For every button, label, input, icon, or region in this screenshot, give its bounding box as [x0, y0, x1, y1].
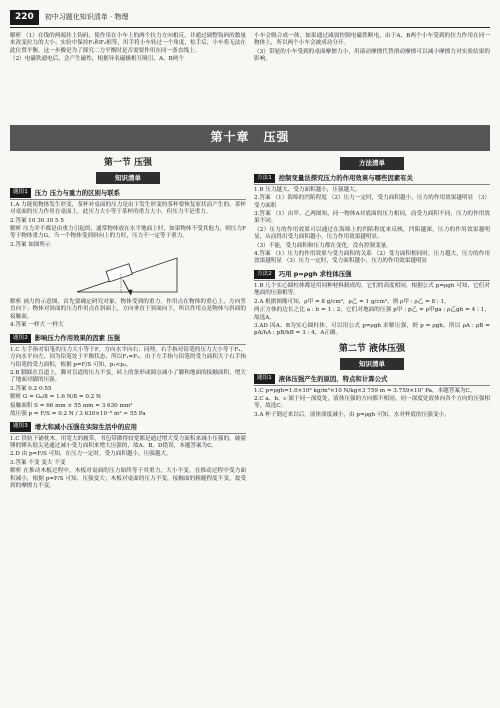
top-right-column	[254, 32, 490, 122]
paragraph: 1.A 力能使物体发生形变，茶杯对桌面的压力是由于发生形变的茶杯要恢复原状而产生的，茶杯对桌面的压力作用在桌面上。此压力大小等于茶杯的重力大小，但压力不是重力。	[10, 201, 246, 216]
paragraph: 解析 G = G₀/8 = 1.6 N/8 = 0.2 N	[10, 394, 101, 401]
group-title: 液体压强产生的原因、特点和计算公式	[278, 374, 388, 383]
paragraph: 1.B 压力越大、受力面积越小，压强越大。	[254, 186, 361, 193]
page-header	[10, 8, 490, 28]
method-box: 方法2	[254, 270, 275, 279]
chapter-number: 第十章	[210, 130, 250, 145]
paragraph: 小车会吸合成一体，如果通过减弱控制电磁铁断电，由于A、B两个小车受到的拉力作用在同一物体上，所以两个小车会被成功分开。	[254, 33, 490, 47]
paragraph: 两正方体的边长之比 a : b = 1 : 2，它们对地面的压强 p甲 : p乙 = ρ甲ga : ρ乙gb = 4 : 1，故选A。	[254, 307, 490, 321]
paragraph: （3）带轮的小车受到的桌面摩擦力小，用滚动摩擦代替滑动摩擦可以减小摩擦力对实验结果的影响。	[254, 48, 490, 63]
paragraph: 3.A 杯子倒过来以后，液体深度减小，由 p=ρgh 可知，水对杯底的压强变小。	[254, 411, 450, 418]
incline-force-figure	[10, 252, 246, 296]
paragraph: 3.AD 因A、B为实心圆柱体，可以用公式 p=ρgh 求解压强，则 p = ρgh，所以 ρA : ρB = pA/hA : pB/hB = 3 : 4，A正确。	[254, 322, 490, 337]
paragraph: （2）压力的作用效果可以通过在海绵上的凹陷程度来反映，凹陷越深，压力的作用效果越明显，从而得出受力面积越小，压力作用效果越明显。	[254, 226, 490, 241]
top-left-column	[10, 32, 246, 122]
paragraph: （3）不能，受力面积和压力都在变化，没有控制变量。	[254, 242, 392, 249]
group-box: 题组1	[10, 188, 31, 197]
group-title: 影响压力作用效果的因素 压强	[34, 334, 121, 343]
group-heading	[10, 422, 246, 433]
method-heading	[254, 270, 490, 281]
paragraph: 3.答案 如图所示	[10, 241, 51, 248]
paragraph: 3.答案 （1）由甲、乙两图知，同一物体A对底面的压力相同，而受力面积不同，压力的作用效果不同。	[254, 211, 490, 225]
section-title: 第一节 压强	[103, 158, 153, 168]
knowledge-list-tag: 知识清单	[340, 358, 404, 371]
paragraph: 接触面积 S = 66 mm × 55 mm = 3 630 mm²	[10, 402, 133, 409]
group-heading	[10, 188, 246, 199]
paragraph: 4.答案 一样大 一样大	[10, 322, 64, 329]
paragraph: 2.答案 （1）海绵的凹陷程度 （2）压力一定时，受力面积越小，压力的作用效果越明显 （3）受力面积	[254, 195, 490, 209]
paragraph: （2）电磁铁通电后，会产生磁性，根据异名磁极相互吸引，A、B两个	[10, 56, 184, 63]
paragraph: 1.C 左手指对铅笔的压力大小等于F，方向水平向右；同理，右手指对铅笔的压力大小等于F₂，方向水平向左，因为铅笔处于平衡状态，所以F₁=F₂。由于左手指与铅笔的受力面积大于右手指与铅笔的受力面积，根据 p=F/S 可知，p₁<p₂。	[10, 346, 246, 368]
group-box: 题组3	[10, 422, 31, 431]
chapter-name: 压强	[263, 130, 290, 145]
top-continuation	[10, 32, 490, 122]
group-heading	[254, 374, 490, 385]
group-title: 增大和减小压强在实际生活中的应用	[34, 422, 137, 431]
paragraph: 2.C a、b、c 属于同一深度处，液体压强的方向都不相同，同一深度处液体向各个方向的压强相等，故选C。	[254, 395, 490, 410]
knowledge-list-tag: 知识清单	[96, 172, 160, 185]
right-column	[254, 155, 490, 708]
paragraph: 2.答案 10 30 30 5 5	[10, 217, 64, 224]
section-title: 第二节 液体压强	[338, 343, 406, 354]
group-box: 题组1	[254, 374, 275, 383]
group-heading	[10, 334, 246, 345]
book-title: 初中习题化知识清单 · 物理	[44, 12, 129, 21]
method-title: 巧用 p=ρgh 求柱体压强	[278, 270, 352, 279]
chapter-banner	[10, 125, 490, 151]
paragraph: 3.答案 0.2 0.55	[10, 385, 52, 392]
paragraph: 4.答案 （1）压力的作用效果与受力面积的关系 （2）受力面积相同时，压力越大，压力的作用效果越明显 （3）压力一定时，受力面积越小，压力的作用效果越明显	[254, 250, 490, 265]
paragraph: 2.A 根据图像可知，ρ甲 = 8 g/cm³，ρ乙 = 1 g/cm³，则 ρ甲 : ρ乙 = 8 : 1。	[254, 298, 450, 305]
paragraph: 1.C 铁轨下铺枕木，用宽大的履带，书包带做得较宽都是通过增大受力面积来减小压强的，破窗锤的锤头很尖是通过减小受力面积来增大压强的，故A、B、D错误，本题答案为C。	[10, 435, 246, 450]
method-heading	[254, 174, 490, 185]
paragraph: 2.D 由 p=F/S 可知，在压力一定时，受力面积越小，压强越大。	[10, 451, 172, 458]
left-column	[10, 155, 246, 708]
paragraph: 解析 压力并不都是由重力引起的，通常物体放在水平地面上时，如果物体不受其他力，则压力F等于物体重力G。当一个物体受到斜向上的力时，压力不一定等于重力。	[10, 225, 246, 240]
paragraph: 1.C p=ρgh=1.0×10³ kg/m³×10 N/kg×3 759 m = 3.759×10⁷ Pa，本题答案为C。	[254, 387, 476, 394]
paragraph: 解析 （1）在线的两端挂上钩码，使作用在小车上的两个拉力方向相反，并通过调整钩码的数量来改变拉力的大小；实验中保持F₁和F₂相等，用手将小车转过一个角度，松手后，小车将无法在此位置平衡，这一步骤是为了探究二力平衡时是否需要作用在同一条直线上。	[10, 33, 246, 54]
paragraph: 2.B 脚踩在盲道上，脚对盲道的压力不变，砖上的条形或圆点减小了脚和地面的接触面积，增大了地面对脚的压强。	[10, 370, 246, 384]
method-title: 控制变量法探究压力的作用效果与哪些因素有关	[278, 174, 413, 183]
group-title: 压力 压力与重力的区别与联系	[34, 188, 121, 197]
method-box: 方法1	[254, 174, 275, 183]
two-columns	[10, 155, 490, 708]
paragraph: 解析 在推动木板过程中，木板对桌面的压力始终等于其重力，大小不变，在推动过程中受力面积减小，根据 p=F/S 可知，压强变大；木板对桌面的压力不变，接触面的粗糙程度不变，故受到的摩擦力不变。	[10, 468, 246, 489]
paragraph: 解析 画力的示意图，首先要确定研究对象，物体受到的重力，作用点在物体的重心上，方向竖直向下；物体对斜面的压力作用点在斜面上，方向垂直于斜面向下，所以作用点是物体与斜面的接触面。	[10, 299, 246, 320]
paragraph: 1.B 几个实心圆柱体都是用同种材料制成的，它们的高度相同，根据公式 p=ρgh 可知，它们对地面的压强相等。	[254, 283, 490, 297]
group-box: 题组2	[10, 334, 31, 343]
method-list-tag: 方法清单	[340, 157, 404, 170]
paragraph: 3.答案 不变 变大 不变	[10, 459, 66, 466]
page-number: 220	[10, 10, 39, 26]
paragraph: 故压强 p = F/S = 0.2 N / 3 630×10⁻⁶ m² ≈ 55 Pa	[10, 410, 146, 417]
